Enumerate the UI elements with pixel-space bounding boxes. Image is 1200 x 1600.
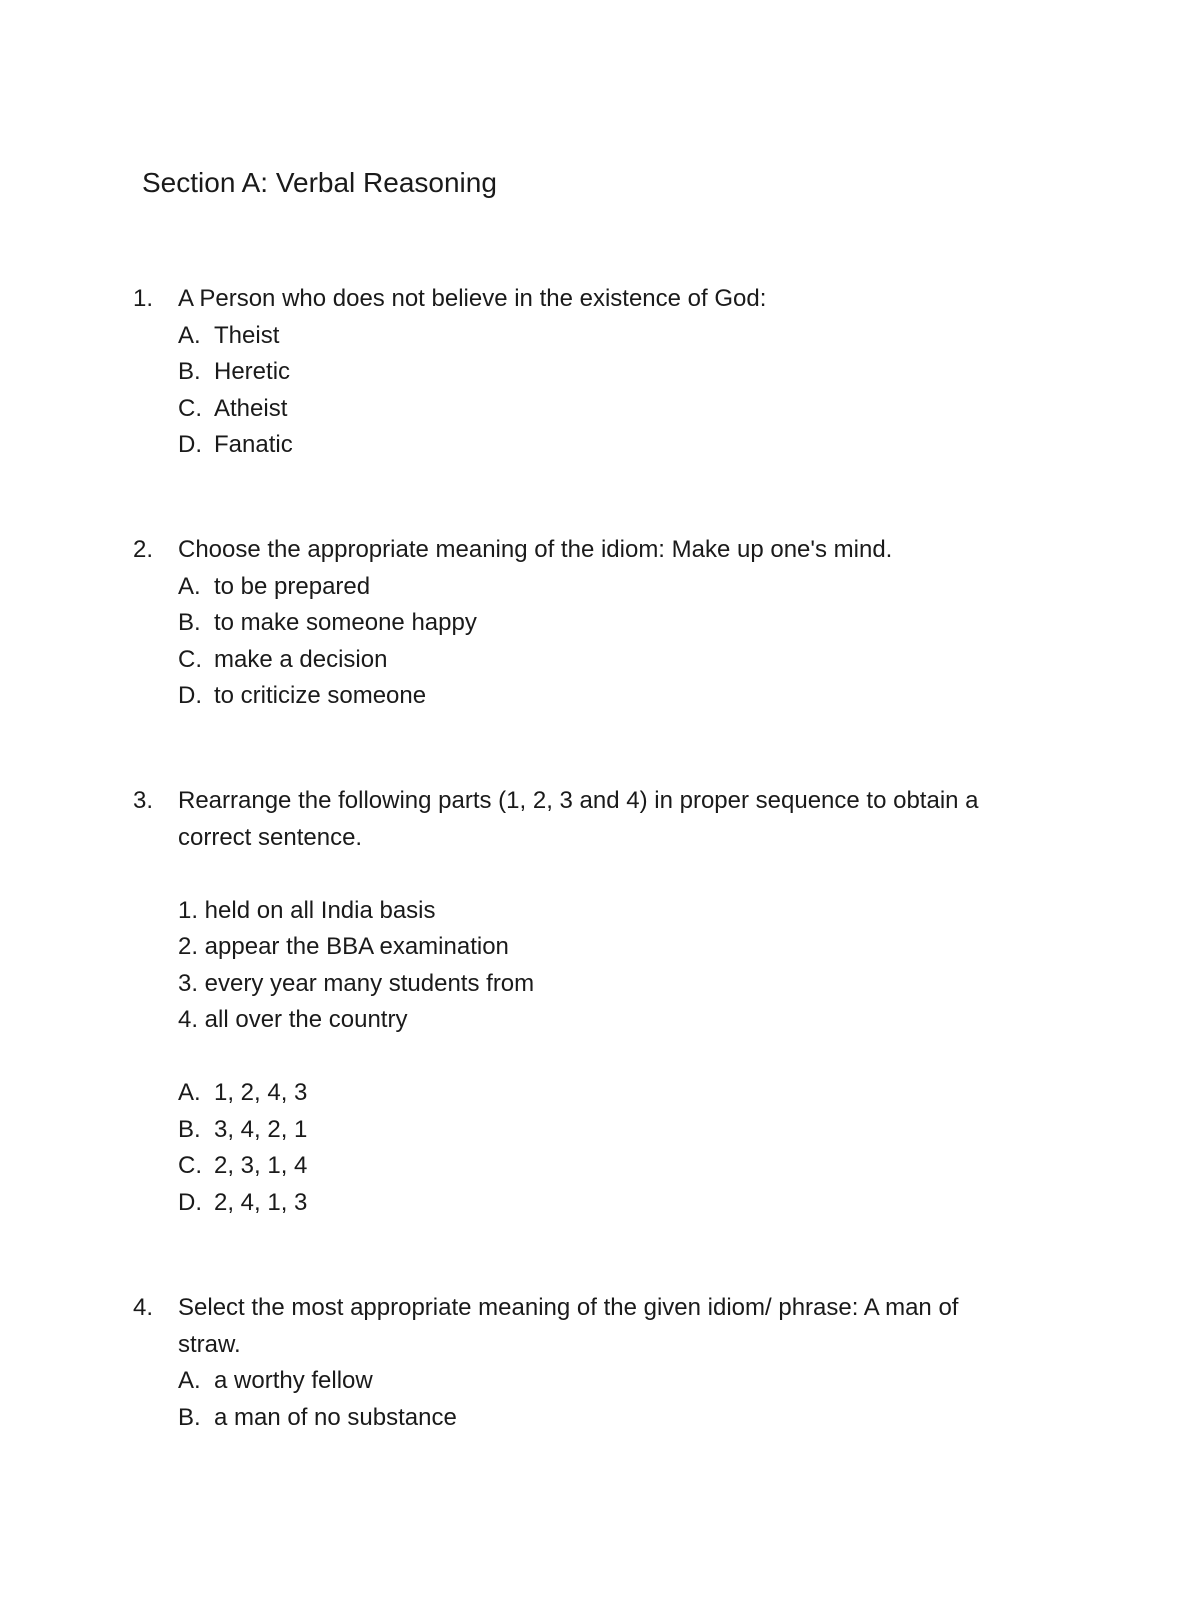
option-d — [0, 427, 1200, 464]
sentence-part — [0, 929, 1200, 966]
sentence-part-text: 2. appear the BBA examination — [178, 933, 509, 960]
option-a — [0, 569, 1200, 606]
option-a — [0, 1363, 1200, 1400]
option-text: to be prepared — [214, 572, 371, 600]
question-number: 2. — [133, 536, 154, 563]
option-b — [0, 605, 1200, 642]
option-text: to criticize someone — [214, 682, 427, 709]
option-text: Fanatic — [214, 431, 293, 458]
option-letter: B. — [178, 1403, 201, 1431]
option-letter: C. — [178, 1152, 202, 1179]
question-3 — [0, 783, 1200, 1221]
option-a — [0, 318, 1200, 355]
option-b — [0, 1400, 1200, 1437]
option-text: a worthy fellow — [214, 1367, 373, 1394]
question-line — [0, 1290, 1200, 1327]
question-text: correct sentence. — [178, 823, 363, 851]
spacer — [0, 856, 1200, 893]
question-line — [0, 281, 1200, 318]
question-line-continued — [0, 820, 1200, 857]
option-b — [0, 354, 1200, 391]
option-c — [0, 642, 1200, 679]
option-letter: D. — [178, 1188, 202, 1216]
question-number: 1. — [133, 285, 154, 312]
sentence-part-text: 1. held on all India basis — [178, 896, 436, 924]
option-letter: A. — [178, 1367, 201, 1394]
question-2 — [0, 532, 1200, 715]
option-d — [0, 678, 1200, 715]
option-letter: D. — [178, 431, 202, 458]
sentence-part-text: 3. every year many students from — [178, 969, 535, 997]
option-text: make a decision — [214, 645, 388, 673]
option-c — [0, 391, 1200, 428]
option-letter: C. — [178, 645, 202, 673]
question-line-continued — [0, 1327, 1200, 1364]
sentence-part — [0, 1002, 1200, 1039]
option-letter: B. — [178, 358, 201, 385]
option-letter: A. — [178, 1079, 201, 1106]
spacer — [0, 1039, 1200, 1076]
option-b — [0, 1112, 1200, 1149]
question-number: 3. — [133, 787, 154, 814]
question-text: A Person who does not believe in the existence of God: — [178, 285, 767, 312]
option-text: a man of no substance — [214, 1403, 457, 1431]
question-line — [0, 783, 1200, 820]
question-line — [0, 532, 1200, 569]
option-text: 2, 3, 1, 4 — [214, 1152, 308, 1179]
option-text: 1, 2, 4, 3 — [214, 1079, 308, 1106]
option-d — [0, 1185, 1200, 1222]
question-1 — [0, 281, 1200, 464]
option-letter: D. — [178, 682, 202, 709]
section-title: Section A: Verbal Reasoning — [142, 167, 497, 198]
option-text: 2, 4, 1, 3 — [214, 1188, 308, 1216]
question-text: Rearrange the following parts (1, 2, 3 and 4) in proper sequence to obtain a — [178, 787, 979, 814]
option-letter: B. — [178, 609, 201, 636]
option-letter: C. — [178, 394, 202, 422]
option-text: Atheist — [214, 394, 288, 422]
question-text: Select the most appropriate meaning of the given idiom/ phrase: A man of — [178, 1294, 959, 1321]
option-text: to make someone happy — [214, 609, 477, 636]
question-4 — [0, 1290, 1200, 1436]
option-text: Theist — [214, 321, 280, 349]
sentence-part — [0, 893, 1200, 930]
sentence-part — [0, 966, 1200, 1003]
option-a — [0, 1075, 1200, 1112]
option-letter: B. — [178, 1115, 201, 1143]
question-text: Choose the appropriate meaning of the idiom: Make up one's mind. — [178, 536, 893, 563]
question-text: straw. — [178, 1330, 241, 1358]
option-text: 3, 4, 2, 1 — [214, 1115, 308, 1143]
question-number: 4. — [133, 1294, 154, 1321]
option-letter: A. — [178, 572, 201, 600]
option-text: Heretic — [214, 358, 291, 385]
option-letter: A. — [178, 321, 201, 349]
option-c — [0, 1148, 1200, 1185]
sentence-part-text: 4. all over the country — [178, 1006, 408, 1033]
